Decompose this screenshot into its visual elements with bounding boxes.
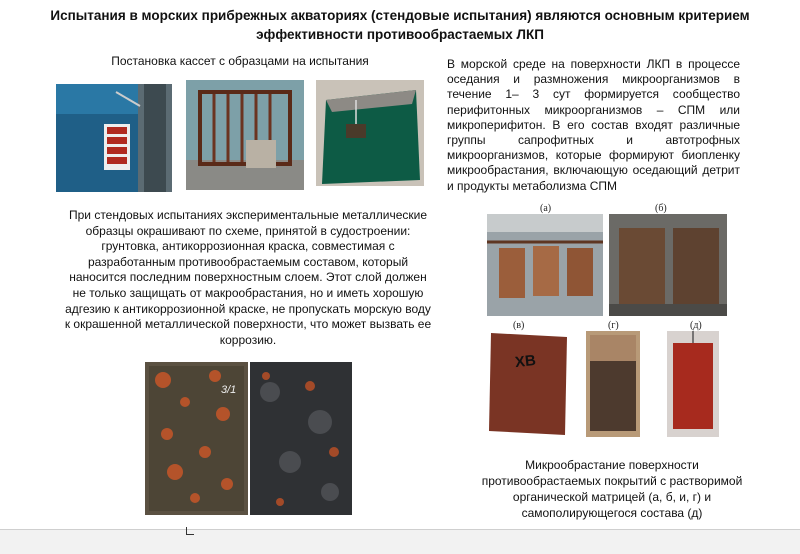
page-title: [40, 6, 760, 44]
photo-g-panel: [586, 331, 640, 437]
ruler-tab-marker[interactable]: [186, 527, 194, 535]
left-photos-caption: Постановка кассет с образцами на испытания: [111, 54, 369, 68]
plate-number-mark: 3/1: [221, 384, 237, 396]
editor-bottom-bar: [0, 529, 800, 554]
caption-line-4: самополирующегося состава (д): [521, 506, 703, 520]
photo-b-panels: [609, 214, 727, 316]
photo-fouled-plate-1: [145, 362, 248, 515]
title-line-2: эффективности противообрастаемых ЛКП: [256, 27, 544, 42]
title-line-1: Испытания в морских прибрежных акваториях (стендовые испытания) являются основным критерием: [50, 8, 750, 23]
photo-hatch-water: [316, 80, 424, 186]
photo-label-b: (б): [655, 203, 667, 214]
microfouling-description: В морской среде на поверхности ЛКП в процессе оседания и размножения микроорганизмов в течение 1– 3 сут формируется сообщество перифитонных микроорганизмов – СПМ или микроперифитон. В его состав входят различные группы сапрофитных и автотрофных микроорганизмов, которые формируют биопленку микрообрастания, включающую оседающий детрит и продукты метаболизма СПМ: [447, 57, 740, 193]
caption-line-3: органической матрицей (а, б, и, г) и: [512, 490, 712, 504]
caption-line-2: противообрастаемых покрытий с растворимой: [481, 474, 743, 488]
photo-a-panels: [487, 214, 603, 316]
photo-label-g: (г): [608, 320, 619, 331]
photo-sea-cassette: [56, 84, 172, 192]
caption-line-1: Микрообрастание поверхности: [525, 458, 699, 472]
plate-mark-xb: ХВ: [514, 351, 537, 372]
photo-label-d: (д): [690, 320, 702, 331]
photo-d-panel: [667, 331, 719, 437]
photo-fouled-plate-2: [250, 362, 352, 515]
stand-test-description: При стендовых испытаниях экспериментальные металлические образцы окрашивают по схеме, принятой в судостроении: грунтовка, антикоррозионная краска, совместимая с разработанным противообрастаемым составом, который наносится последним поверхностным слоем. Этот слой должен не только защищать от макрообрастания, но и иметь хорошую адгезию к антикоррозионной краске, не пропускать морскую воду к окрашенной металлической поверхности, что может вызвать ее коррозию.: [64, 208, 432, 347]
photo-label-v: (в): [513, 320, 525, 331]
photo-stand-frame: [186, 80, 304, 190]
microfouling-caption: [472, 457, 752, 521]
photo-v-panel: [487, 331, 571, 439]
photo-label-a: (а): [540, 203, 552, 214]
